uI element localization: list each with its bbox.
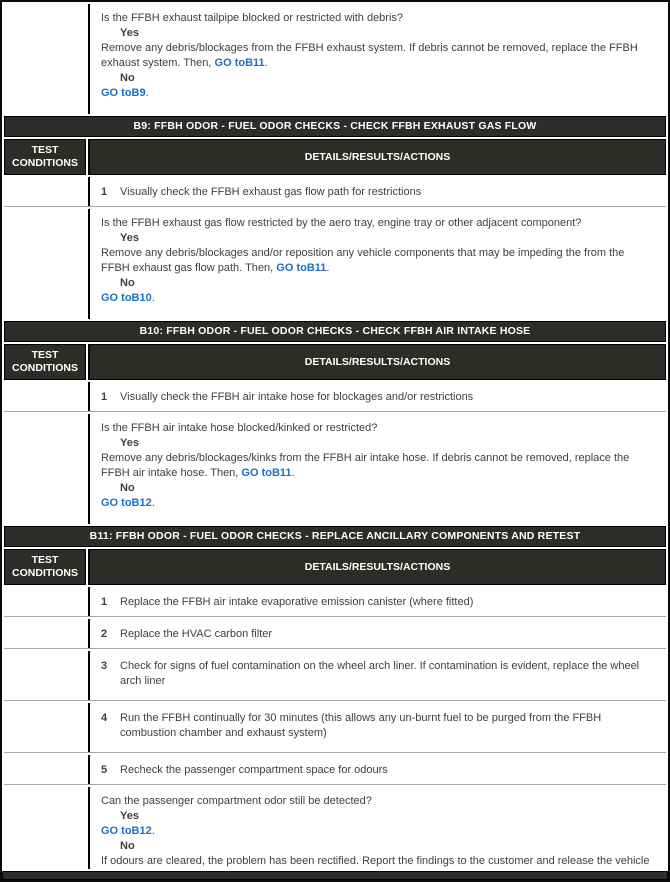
sentence-period: . [145,87,149,99]
question-cell [88,787,666,869]
section-header-next-partial [2,871,668,880]
test-conditions-header: TEST CONDITIONS [4,344,86,380]
yes-action-text: Remove any debris/blockages from the FFBH exhaust system. If debris cannot be removed, replace the FFBH exhaust system. Then, [101,42,638,69]
step-text: Replace the HVAC carbon filter [120,628,273,640]
test-conditions-cell [4,587,86,616]
question-text: Is the FFBH exhaust tailpipe blocked or restricted with debris? [101,12,404,24]
test-conditions-cell [4,651,86,700]
test-conditions-cell [4,787,86,869]
question-text: Is the FFBH exhaust gas flow restricted by the aero tray, engine tray or other adjacent component? [101,217,582,229]
table-row [4,651,666,701]
no-action-line [101,496,654,511]
step-number: 1 [101,391,108,403]
table-row [4,619,666,649]
no-action-line [101,291,654,306]
question-text: Can the passenger compartment odor still be detected? [101,795,372,807]
step-cell [88,382,666,411]
step-text: Replace the FFBH air intake evaporative emission canister (where fitted) [120,596,474,608]
yes-action-line [101,41,654,71]
goto-link-b12[interactable]: GO toB12 [101,497,152,509]
step-cell [88,703,666,752]
no-label: No [120,277,135,289]
test-conditions-cell [4,4,86,114]
test-conditions-cell [4,382,86,411]
test-conditions-cell [4,414,86,524]
section-header-b11: B11: FFBH ODOR - FUEL ODOR CHECKS - REPLACE ANCILLARY COMPONENTS AND RETEST [4,526,666,547]
yes-label: Yes [120,232,139,244]
goto-link-b11[interactable]: GO toB11 [241,467,292,479]
yes-action-text: Remove any debris/blockages/kinks from the FFBH air intake hose. If debris cannot be removed, replace the FFBH air intake hose. Then, [101,452,630,479]
test-conditions-cell [4,177,86,206]
table-row [4,209,666,319]
table-row [4,177,666,207]
no-action-line: If odours are cleared, the problem has been rectified. Report the findings to the customer and release the vehicle [101,855,650,867]
step-number: 4 [101,712,108,724]
step-number: 2 [101,628,108,640]
question-cell [88,209,666,319]
table-row [4,382,666,412]
step-text: Check for signs of fuel contamination on the wheel arch liner. If contamination is evident, replace the wheel arch liner [120,660,640,687]
step-cell [88,651,666,700]
sentence-period: . [151,825,155,837]
details-header: DETAILS/RESULTS/ACTIONS [88,139,666,175]
goto-link-b12[interactable]: GO toB12 [101,825,152,837]
sentence-period: . [264,57,268,69]
step-text: Visually check the FFBH air intake hose for blockages and/or restrictions [120,391,474,403]
step-cell [88,619,666,648]
step-cell [88,755,666,784]
no-action-line [101,86,654,101]
test-conditions-cell [4,619,86,648]
step-cell [88,587,666,616]
column-header-row [4,139,666,175]
step-text: Run the FFBH continually for 30 minutes (this allows any un-burnt fuel to be purged from the FFBH combustion chamber and exhaust system) [120,712,602,739]
yes-action-line [101,246,654,276]
goto-link-b9[interactable]: GO toB9 [101,87,146,99]
step-number: 5 [101,764,108,776]
question-cell [88,4,666,114]
yes-label: Yes [120,810,139,822]
test-conditions-header: TEST CONDITIONS [4,549,86,585]
test-conditions-cell [4,209,86,319]
yes-action-text: Remove any debris/blockages and/or reposition any vehicle components that may be impeding the from the FFBH exhaust gas flow path. Then, [101,247,625,274]
table-row [4,703,666,753]
column-header-row [4,549,666,585]
step-text: Visually check the FFBH exhaust gas flow path for restrictions [120,186,422,198]
table-row [4,587,666,617]
column-header-row [4,344,666,380]
yes-action-line [101,451,654,481]
test-conditions-cell [4,703,86,752]
details-header: DETAILS/RESULTS/ACTIONS [88,549,666,585]
goto-link-b11[interactable]: GO toB11 [276,262,327,274]
section-header-b10: B10: FFBH ODOR - FUEL ODOR CHECKS - CHECK FFBH AIR INTAKE HOSE [4,321,666,342]
yes-label: Yes [120,27,139,39]
question-cell [88,414,666,524]
table-row [4,787,666,869]
sentence-period: . [151,497,155,509]
test-conditions-header: TEST CONDITIONS [4,139,86,175]
details-header: DETAILS/RESULTS/ACTIONS [88,344,666,380]
test-conditions-cell [4,755,86,784]
yes-label: Yes [120,437,139,449]
step-number: 1 [101,186,108,198]
step-number: 1 [101,596,108,608]
no-label: No [120,72,135,84]
section-header-b9: B9: FFBH ODOR - FUEL ODOR CHECKS - CHECK FFBH EXHAUST GAS FLOW [4,116,666,137]
step-cell [88,177,666,206]
table-row [4,4,666,114]
table-row [4,414,666,524]
goto-link-b10[interactable]: GO toB10 [101,292,152,304]
step-text: Recheck the passenger compartment space for odours [120,764,388,776]
step-number: 3 [101,660,108,672]
no-label: No [120,840,135,852]
sentence-period: . [326,262,330,274]
table-row [4,755,666,785]
goto-link-b11[interactable]: GO toB11 [214,57,265,69]
sentence-period: . [291,467,295,479]
question-text: Is the FFBH air intake hose blocked/kinked or restricted? [101,422,378,434]
no-label: No [120,482,135,494]
sentence-period: . [151,292,155,304]
yes-action-line [101,824,654,839]
